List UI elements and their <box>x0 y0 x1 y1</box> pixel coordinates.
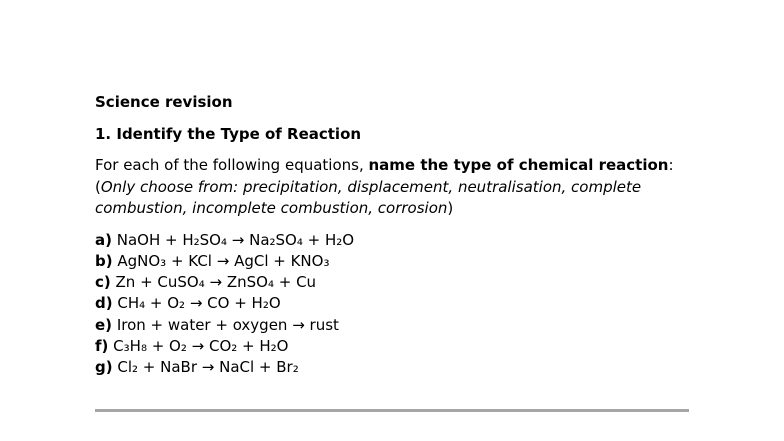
equation-item <box>95 272 695 293</box>
equation-text: CH₄ + O₂ → CO + H₂O <box>117 294 281 313</box>
section-title: 1. Identify the Type of Reaction <box>95 125 362 143</box>
equation-item <box>95 251 695 272</box>
choices-open-paren: ( <box>95 177 101 196</box>
instruction-colon: : <box>668 156 674 174</box>
equation-label: b) <box>95 251 113 270</box>
equation-label: a) <box>95 230 112 249</box>
equation-item <box>95 230 695 251</box>
equation-text: Iron + water + oxygen → rust <box>116 315 339 334</box>
instruction-paragraph <box>95 155 695 220</box>
equation-label: d) <box>95 294 113 313</box>
equation-item <box>95 336 695 357</box>
choices-close-paren: ) <box>447 199 454 217</box>
equation-item <box>95 315 695 336</box>
equation-text: NaOH + H₂SO₄ → Na₂SO₄ + H₂O <box>116 230 355 249</box>
document-body <box>95 92 695 379</box>
equation-text: Zn + CuSO₄ → ZnSO₄ + Cu <box>115 273 317 292</box>
equation-item <box>95 293 695 314</box>
instruction-text: For each of the following equations, <box>95 156 369 174</box>
equation-text: Cl₂ + NaBr → NaCl + Br₂ <box>117 358 299 377</box>
equation-label: g) <box>95 358 113 377</box>
equation-label: c) <box>95 273 111 292</box>
page-title: Science revision <box>95 93 233 111</box>
equation-text: AgNO₃ + KCl → AgCl + KNO₃ <box>117 251 330 270</box>
choices-list: Only choose from: precipitation, displacement, neutralisation, complete combustion, incomplete combustion, corrosion <box>95 177 642 217</box>
equation-text: C₃H₈ + O₂ → CO₂ + H₂O <box>113 336 289 355</box>
equation-item <box>95 357 695 378</box>
instruction-emphasis: name the type of chemical reaction <box>368 156 669 174</box>
equation-list <box>95 230 695 379</box>
equation-label: f) <box>95 336 109 355</box>
equation-label: e) <box>95 315 113 334</box>
bottom-divider <box>95 409 689 412</box>
